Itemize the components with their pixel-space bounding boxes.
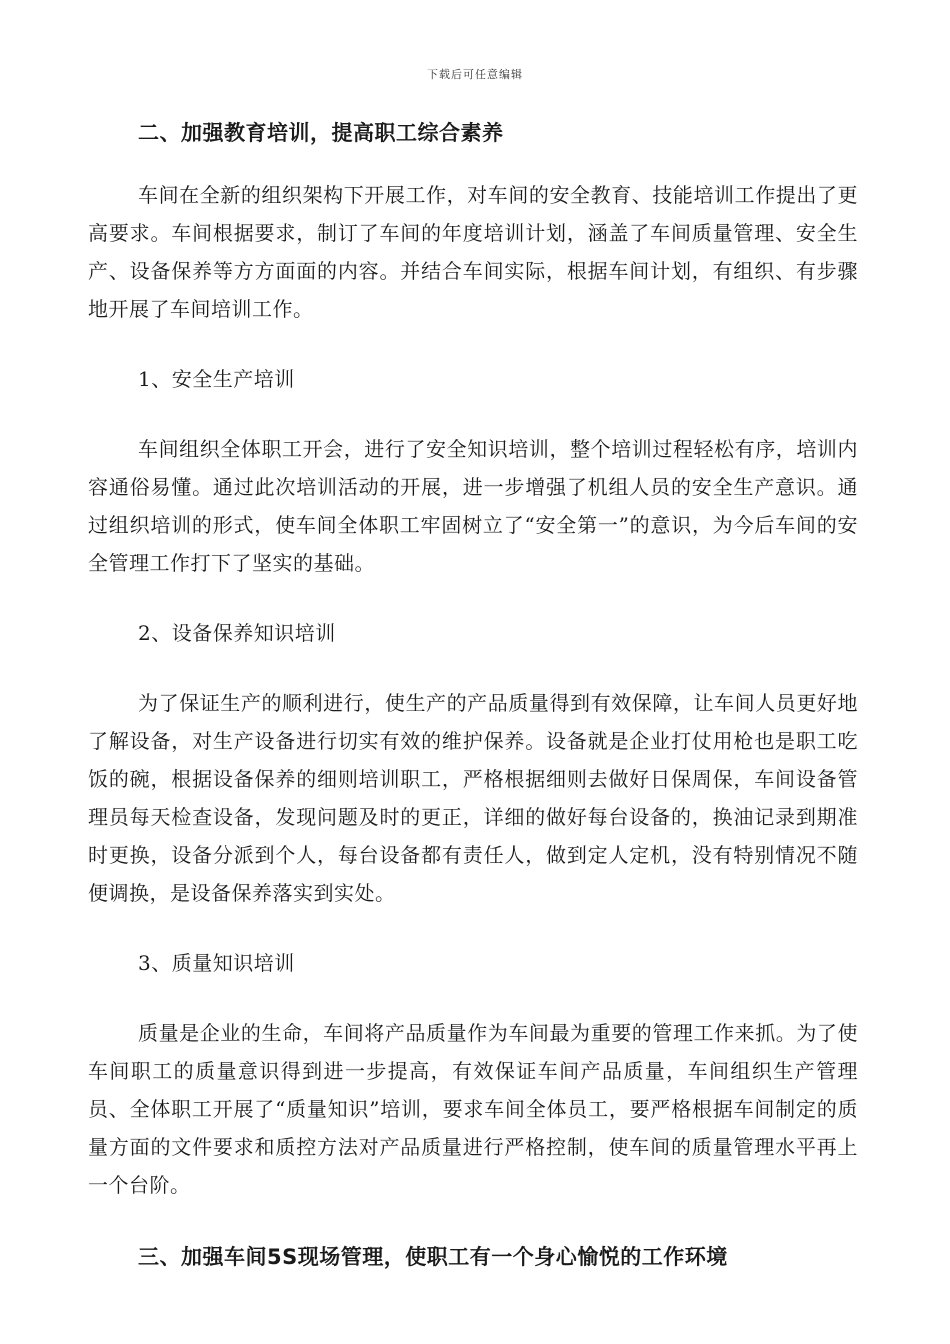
equipment-training-paragraph: 为了保证生产的顺利进行，使生产的产品质量得到有效保障，让车间人员更好地了解设备，对生产设备进行切实有效的维护保养。设备就是企业打仗用枪也是职工吃饭的碗，根据设备保养的细则培训职工，严格根据细则去做好日保周保，车间设备管理员每天检查设备，发现问题及时的更正，详细的做好每台设备的，换油记录到期准时更换，设备分派到个人，每台设备都有责任人，做到定人定机，没有特别情况不随便调换，是设备保养落实到实处。 (88, 691, 858, 905)
section-heading-3: 三、加强车间5S现场管理，使职工有一个身心愉悦的工作环境 (138, 1245, 728, 1269)
section-heading-2: 二、加强教育培训，提高职工综合素养 (138, 121, 504, 145)
intro-paragraph: 车间在全新的组织架构下开展工作，对车间的安全教育、技能培训工作提出了更高要求。车间根据要求，制订了车间的年度培训计划，涵盖了车间质量管理、安全生产、设备保养等方方面面的内容。并结合车间实际，根据车间计划，有组织、有步骤地开展了车间培训工作。 (88, 183, 858, 321)
header-note: 下载后可任意编辑 (427, 68, 523, 81)
document-body (88, 112, 858, 1278)
safety-training-paragraph: 车间组织全体职工开会，进行了安全知识培训，整个培训过程轻松有序，培训内容通俗易懂。通过此次培训活动的开展，进一步增强了机组人员的安全生产意识。通过组织培训的形式，使车间全体职工牢固树立了“安全第一”的意识，为今后车间的安全管理工作打下了坚实的基础。 (88, 437, 858, 575)
quality-training-paragraph: 质量是企业的生命，车间将产品质量作为车间最为重要的管理工作来抓。为了使车间职工的质量意识得到进一步提高，有效保证车间产品质量，车间组织生产管理员、全体职工开展了“质量知识”培训，要求车间全体员工，要严格根据车间制定的质量方面的文件要求和质控方法对产品质量进行严格控制，使车间的质量管理水平再上一个台阶。 (88, 1021, 858, 1197)
subheading-safety-training: 1、安全生产培训 (138, 367, 295, 391)
subheading-equipment-training: 2、设备保养知识培训 (138, 621, 336, 645)
subheading-quality-training: 3、质量知识培训 (138, 951, 295, 975)
